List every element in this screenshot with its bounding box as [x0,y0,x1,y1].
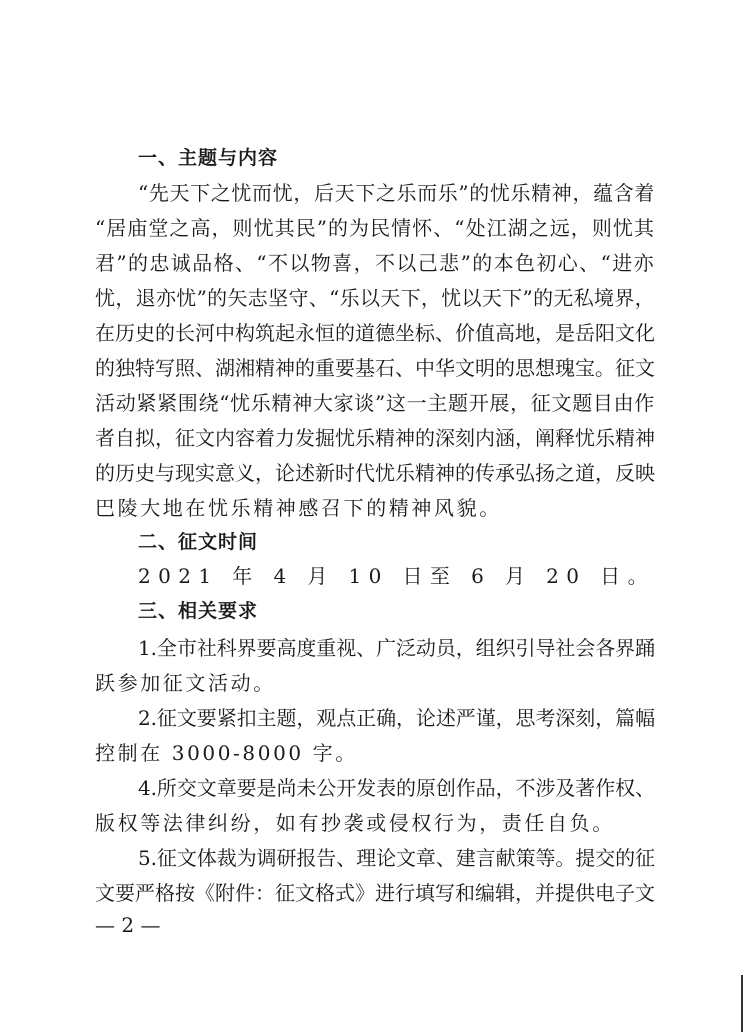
section1-text-line: 的独特写照、湖湘精神的重要基石、中华文明的思想瑰宝。征文 [95,356,655,380]
scan-edge-line [741,975,743,1032]
section3-text-line: 4.所交文章要是尚未公开发表的原创作品，不涉及著作权、 [138,776,655,800]
section3-text-line: 2.征文要紧扣主题，观点正确，论述严谨，思考深刻，篇幅 [138,706,655,730]
section1-text-line: 巴陵大地在忧乐精神感召下的精神风貌。 [95,496,502,520]
section1-text-line: 活动紧紧围绕“忧乐精神大家谈”这一主题开展，征文题目由作 [95,391,655,415]
section3-text-line: 跃参加征文活动。 [95,671,276,695]
section1-heading: 一、主题与内容 [138,147,279,169]
section3-text-line: 文要严格按《附件：征文格式》进行填写和编辑，并提供电子文 [95,881,655,905]
section2-text-line: 2021 年 4 月 10 日至 6 月 20 日。 [138,564,655,588]
section1-text-line: 的历史与现实意义，论述新时代忧乐精神的传承弘扬之道，反映 [95,461,655,485]
section3-text-line: 1.全市社科界要高度重视、广泛动员，组织引导社会各界踊 [138,636,655,660]
section1-text-line: 者自拟，征文内容着力发掘忧乐精神的深刻内涵，阐释忧乐精神 [95,426,655,450]
section1-text-line: 君”的忠诚品格、“不以物喜，不以己悲”的本色初心、“进亦 [95,251,655,275]
section3-text-line: 5.征文体裁为调研报告、理论文章、建言献策等。提交的征 [138,846,655,870]
section1-text-line: “居庙堂之高，则忧其民”的为民情怀、“处江湖之远，则忧其 [95,216,655,240]
section1-text-line: 忧，退亦忧”的矢志坚守、“乐以天下，忧以天下”的无私境界， [95,286,655,310]
page-number: — 2 — [95,913,161,937]
section3-text-line: 控制在 3000-8000 字。 [95,741,358,765]
section3-text-line: 版权等法律纠纷，如有抄袭或侵权行为，责任自负。 [95,811,615,835]
section3-heading: 三、相关要求 [138,600,259,622]
section1-text-line: “先天下之忧而忧，后天下之乐而乐”的忧乐精神，蕴含着 [138,181,655,205]
section2-heading: 二、征文时间 [138,531,259,553]
section1-text-line: 在历史的长河中构筑起永恒的道德坐标、价值高地，是岳阳文化 [95,321,655,345]
